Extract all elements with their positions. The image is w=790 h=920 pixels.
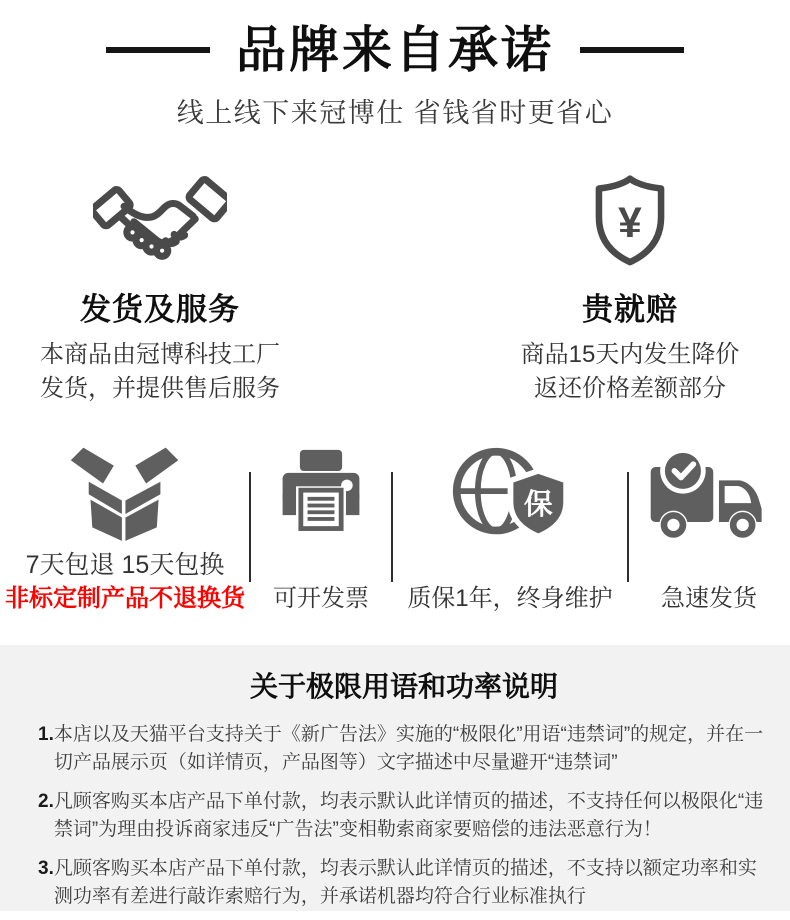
service-invoice: [250, 432, 392, 614]
service-caption: 质保1年，终身维护: [407, 585, 613, 612]
vertical-divider: [249, 472, 251, 582]
shield-yuan-icon: [475, 170, 785, 270]
vertical-divider: [627, 472, 629, 582]
item-number: 1.: [38, 724, 54, 745]
benefit-shipping-service: [5, 170, 315, 406]
item-text: 凡顾客购买本店产品下单付款，均表示默认此详情页的描述，不支持以额定功率和实测功率有差进行敲诈索赔行为，并承诺机器均符合行业标准执行: [53, 858, 757, 907]
handshake-icon: [5, 170, 315, 270]
open-box-icon: [69, 432, 181, 544]
title-left-dash: [106, 47, 210, 53]
benefits-row: [0, 170, 790, 420]
benefit-heading: 发货及服务: [80, 292, 240, 327]
benefit-text-line: 发货，并提供售后服务: [40, 375, 280, 402]
item-text: 凡顾客购买本店产品下单付款，均表示默认此详情页的描述，不支持任何以极限化“违禁词”为理由投诉商家违反“广告法”变相勒索商家要赔偿的违法恶意行为！: [53, 791, 764, 840]
benefit-text-line: 返还价格差额部分: [534, 375, 726, 402]
header: [0, 0, 790, 80]
printer-icon: [273, 432, 369, 544]
disclaimer-item: [38, 721, 770, 777]
service-warning: 非标定制产品不退换货: [5, 585, 245, 612]
warranty-badge-char: 保: [523, 489, 553, 522]
service-fast-shipping: [628, 432, 790, 614]
delivery-truck-icon: [645, 432, 773, 544]
disclaimer-title: 关于极限用语和功率说明: [249, 671, 558, 702]
item-number: 2.: [38, 791, 54, 812]
title-right-dash: [580, 47, 684, 53]
globe-warranty-icon: [450, 432, 570, 544]
disclaimer-panel: [0, 645, 790, 911]
benefit-heading: 贵就赔: [582, 292, 678, 327]
page-subtitle: 线上线下来冠博仕 省钱省时更省心: [176, 98, 614, 128]
vertical-divider: [391, 472, 393, 582]
service-caption: 可开发票: [273, 585, 369, 612]
item-number: 3.: [38, 858, 54, 879]
benefit-price-guarantee: [475, 170, 785, 406]
disclaimer-item: [38, 855, 770, 911]
service-return-policy: [0, 432, 250, 614]
item-text: 本店以及天猫平台支持关于《新广告法》实施的“极限化”用语“违禁词”的规定，并在一切产品展示页（如详情页，产品图等）文字描述中尽量避开“违禁词”: [53, 724, 764, 773]
yuan-symbol: ¥: [618, 199, 642, 247]
benefit-text-line: 商品15天内发生降价: [520, 341, 740, 368]
service-warranty: [392, 432, 628, 614]
benefit-text-line: 本商品由冠博科技工厂: [40, 341, 280, 368]
page-title: 品牌来自承诺: [236, 22, 554, 78]
services-row: [0, 432, 790, 614]
disclaimer-item: [38, 788, 770, 844]
service-caption: 急速发货: [661, 585, 757, 612]
service-caption: 7天包退 15天包换: [25, 551, 225, 579]
